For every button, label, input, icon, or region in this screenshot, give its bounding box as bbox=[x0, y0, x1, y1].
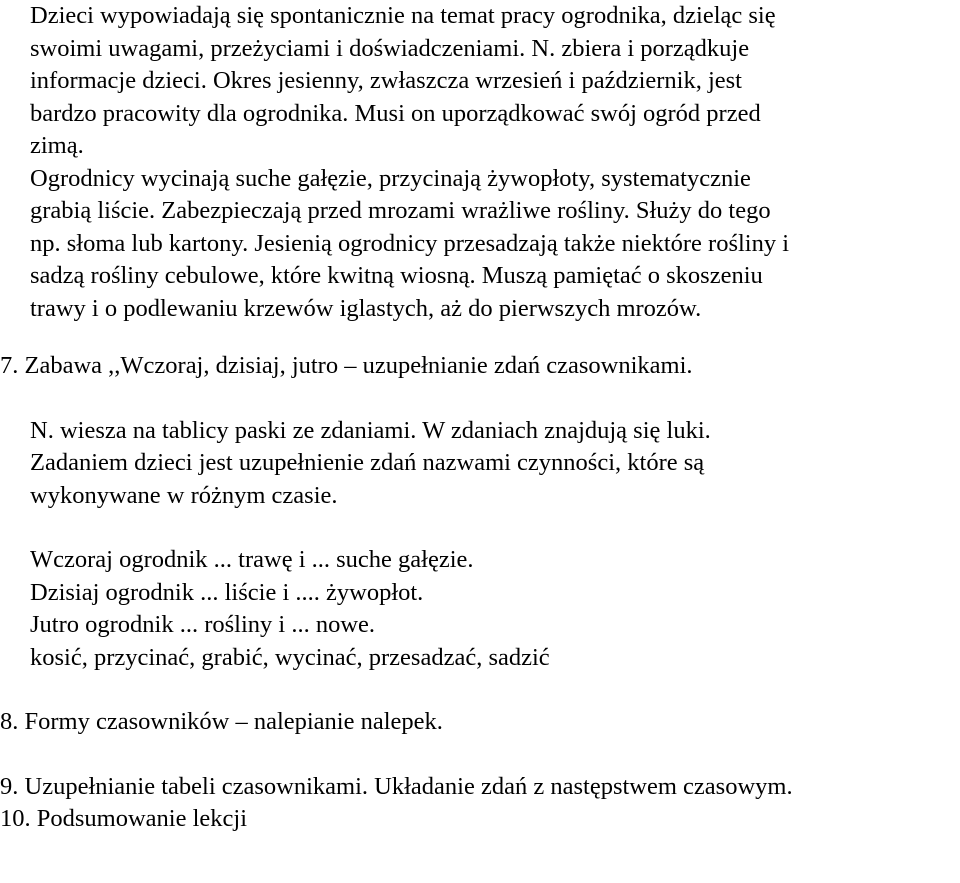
item-7-sentences bbox=[30, 544, 960, 674]
item-8-heading: 8. Formy czasowników – nalepianie nalepek. bbox=[0, 708, 443, 735]
item-9-heading: 9. Uzupełnianie tabeli czasownikami. Układanie zdań z następstwem czasowym. bbox=[0, 772, 793, 800]
item-7-heading: 7. Zabawa ,,Wczoraj, dzisiaj, jutro – uzupełnianie zdań czasownikami. bbox=[0, 352, 693, 379]
item-10-heading: 10. Podsumowanie lekcji bbox=[0, 805, 248, 832]
paragraph-intro bbox=[30, 0, 960, 163]
text-line: wykonywane w różnym czasie. bbox=[30, 481, 338, 509]
text-line: swoimi uwagami, przeżyciami i doświadczeniami. N. zbiera i porządkuje bbox=[30, 34, 750, 62]
text-line: bardzo pracowity dla ogrodnika. Musi on uporządkować swój ogród przed bbox=[30, 99, 761, 127]
text-line: Ogrodnicy wycinają suche gałęzie, przycinają żywopłoty, systematycznie bbox=[30, 164, 751, 192]
text-line: sadzą rośliny cebulowe, które kwitną wiosną. Muszą pamiętać o skoszeniu bbox=[30, 262, 763, 289]
exercise-sentence: Jutro ogrodnik ... rośliny i ... nowe. bbox=[30, 611, 376, 638]
exercise-sentence: Dzisiaj ogrodnik ... liście i .... żywopłot. bbox=[30, 578, 424, 606]
text-line: zimą. bbox=[30, 132, 84, 159]
text-line: Dzieci wypowiadają się spontanicznie na temat pracy ogrodnika, dzieląc się bbox=[30, 2, 776, 29]
text-line: grabią liście. Zabezpieczają przed mrozami wrażliwe rośliny. Służy do tego bbox=[30, 197, 771, 224]
item-7-instructions bbox=[30, 415, 960, 513]
paragraph-gardeners bbox=[30, 163, 960, 326]
text-line: informacje dzieci. Okres jesienny, zwłaszcza wrzesień i październik, jest bbox=[30, 67, 742, 94]
word-bank: kosić, przycinać, grabić, wycinać, przesadzać, sadzić bbox=[30, 643, 550, 671]
exercise-sentence: Wczoraj ogrodnik ... trawę i ... suche gałęzie. bbox=[30, 546, 474, 573]
text-line: Zadaniem dzieci jest uzupełnienie zdań nazwami czynności, które są bbox=[30, 449, 705, 476]
text-line: trawy i o podlewaniu krzewów iglastych, aż do pierwszych mrozów. bbox=[30, 294, 702, 322]
text-line: np. słoma lub kartony. Jesienią ogrodnicy przesadzają także niektóre rośliny i bbox=[30, 229, 790, 257]
text-line: N. wiesza na tablicy paski ze zdaniami. W zdaniach znajdują się luki. bbox=[30, 416, 711, 444]
